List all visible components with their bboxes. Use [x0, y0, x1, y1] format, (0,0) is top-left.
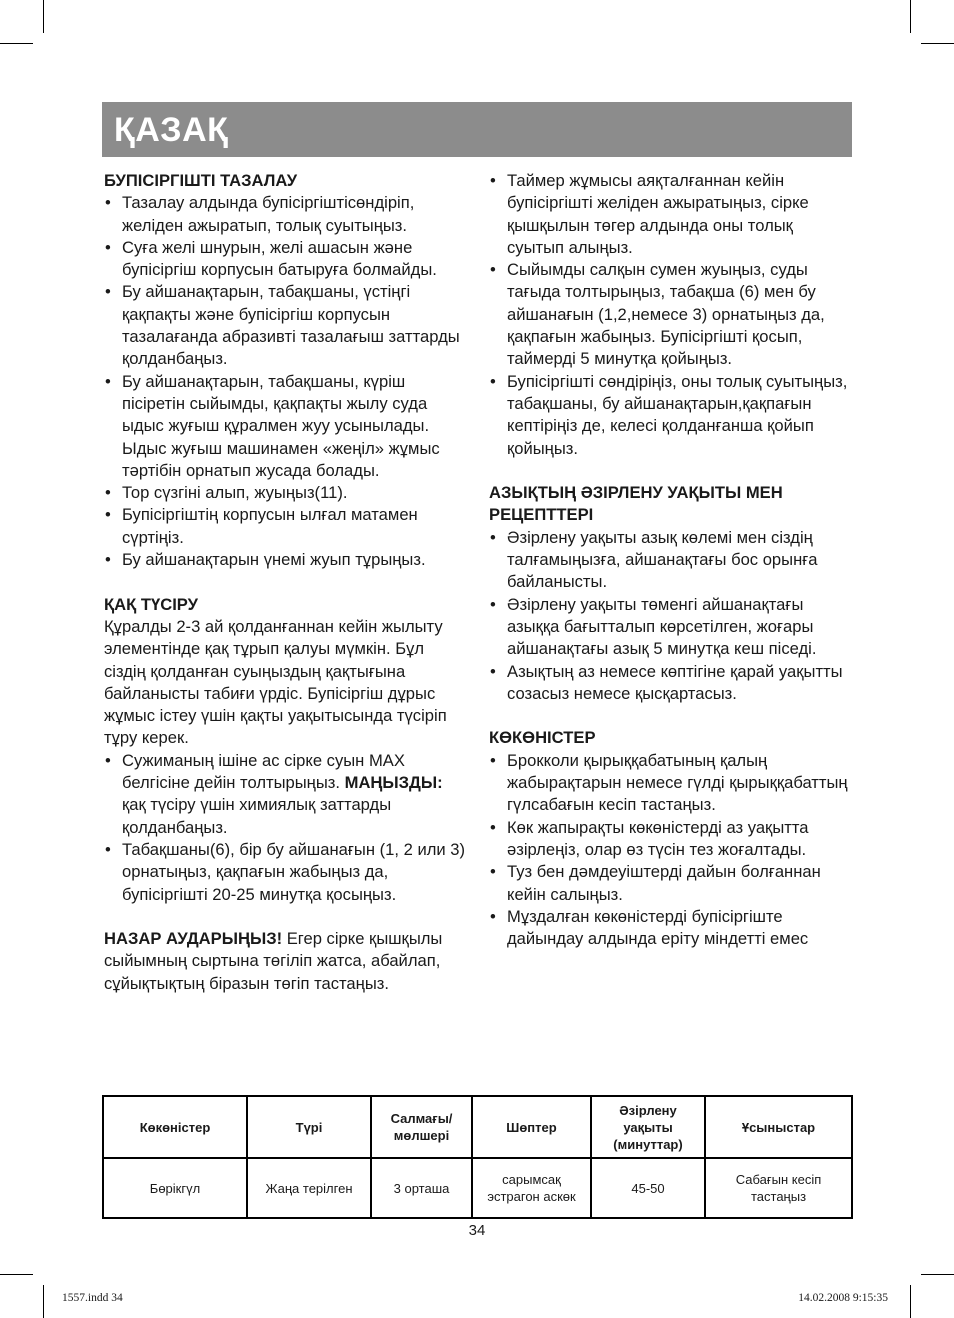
table-cell: Жаңа терілген [247, 1158, 371, 1218]
right-column [489, 170, 849, 950]
list-item: • Суға желі шнурын, желі ашасын және бупісіргіш корпусын батыруға болмайды. [104, 237, 466, 282]
column-header: Ұсыныстар [705, 1096, 852, 1158]
attention-label: НАЗАР АУДАРЫҢЫЗ! [104, 929, 283, 949]
column-header: Түрі [247, 1096, 371, 1158]
list-item: • Сыйымды салқын сумен жуыңыз, суды тағыда толтырыңыз, табақша (6) мен бу айшанағын (1,2,немесе 3) орнатыңыз да, қақпағын жабыңыз. Бупісіргішті қосып, таймерді 5 минутқа қойыңыз. [489, 259, 849, 370]
crop-mark [0, 1274, 33, 1275]
list-item: • Таймер жұмысы аяқталғаннан кейін бупісіргішті желіден ажыратыңыз, сірке қышқылын төгер алдында оны толық суытып алыңыз. [489, 170, 849, 259]
cleaning-list [104, 192, 466, 571]
list-item [104, 750, 466, 839]
descaling-heading: ҚАҚ ТҮСІРУ [104, 594, 198, 614]
page-number: 34 [468, 1222, 486, 1239]
attention-paragraph [104, 928, 466, 995]
list-item: • Бупісіргіштің корпусын ылғал матамен сүртіңіз. [104, 504, 466, 549]
left-column [104, 170, 466, 995]
crop-mark [43, 0, 44, 33]
list-item: • Брокколи қырыққабатының қалың жабырақтарын немесе гүлді қырыққабаттың гүлсабағын кесіп тастаңыз. [489, 750, 849, 817]
important-label: МАҢЫЗДЫ: [344, 773, 443, 793]
descale-step-text: Сужиманың ішіне ас сірке суын MAX белгісіне дейін толтырыңыз. [122, 750, 405, 793]
list-item: • Тор сүзгіні алып, жуыңыз(11). [104, 482, 466, 504]
list-item: • Көк жапырақты көкөністерді аз уақытта әзірлеңіз, олар өз түсін тез жоғалтады. [489, 817, 849, 862]
list-item: • Әзірлену уақыты төменгі айшанақтағы азыққа бағытталып көрсетілген, жоғары айшанақтағы азық 5 минутқа кеш піседі. [489, 594, 849, 661]
column-header: Шөптер [472, 1096, 591, 1158]
list-item: • Табақшаны(6), бір бу айшанағын (1, 2 или 3) орнатыңыз, қақпағын жабыңыз да, бупісіргішті 20-25 минутқа қосыңыз. [104, 839, 466, 906]
crop-mark [910, 1285, 911, 1318]
footer-timestamp: 14.02.2008 9:15:35 [798, 1292, 888, 1304]
crop-mark [921, 43, 954, 44]
table-cell: Сабағын кесіп тастаңыз [705, 1158, 852, 1218]
table-cell: Бөрікгүл [103, 1158, 247, 1218]
descaling-list [104, 750, 466, 906]
column-header: Әзірлену уақыты (минуттар) [591, 1096, 705, 1158]
important-text: қақ түсіру үшін химиялық заттарды қолданбаңыз. [122, 795, 392, 837]
table-cell: сарымсақ эстрагон аскөк [472, 1158, 591, 1218]
table-cell: 45-50 [591, 1158, 705, 1218]
footer-file-info: 1557.indd 34 [62, 1292, 123, 1304]
cooking-time-list [489, 527, 849, 705]
table-header-row [103, 1096, 852, 1158]
list-item: • Туз бен дәмдеуіштерді дайын болғаннан кейін салыңыз. [489, 861, 849, 906]
list-item: • Азықтың аз немесе көптігіне қарай уақытты созасыз немесе қысқартасыз. [489, 661, 849, 706]
list-item: • Бу айшанақтарын, табақшаны, күріш пісіретін сыйымды, қақпақты жылу суда ыдыс жуғыш құралмен жуу усынылады. Ыдыс жуғыш машинамен «жеңіл» жұмыс тәртібін орнатып жусада болады. [104, 371, 466, 482]
list-item: • Мұздалған көкөністерді бупісіргіште дайындау алдында еріту міндетті емес [489, 906, 849, 951]
vegetables-heading: КӨКӨНІСТЕР [489, 728, 596, 748]
list-item: • Әзірлену уақыты азық көлемі мен сіздің талғамыңызға, айшанақтағы бос орынға байланысты. [489, 527, 849, 594]
cooking-time-heading: АЗЫҚТЫҢ ӘЗІРЛЕНУ УАҚЫТЫ МЕН РЕЦЕПТТЕРІ [489, 483, 783, 525]
crop-mark [921, 1274, 954, 1275]
descaling-paragraph: Құралды 2-3 ай қолданғаннан кейін жылыту элементінде қақ тұрып қалуы мүмкін. Бұл сіздің қолданған суыңыздың қақтығына байланысты табиғи үрдіс. Бупісіргіш дұрыс жұмыс істеу үшін қақты уақытысында түсіріп тұру керек. [104, 616, 447, 748]
crop-mark [43, 1285, 44, 1318]
cleaning-heading: БУПІСІРГІШТІ ТАЗАЛАУ [104, 171, 298, 190]
list-item: • Бу айшанақтарын үнемі жуып тұрыңыз. [104, 549, 466, 571]
language-header-bar [102, 102, 852, 157]
list-item: • Тазалау алдында бупісіргіштісөндіріп, желіден ажыратып, толық суытыңыз. [104, 192, 466, 237]
column-header: Салмағы/ мөлшері [371, 1096, 472, 1158]
crop-mark [0, 43, 33, 44]
language-title: ҚАЗАҚ [114, 111, 229, 149]
column-header: Көкөністер [103, 1096, 247, 1158]
table-cell: 3 орташа [371, 1158, 472, 1218]
attention-text: Егер сірке қышқылы сыйымның сыртына төгіліп жатса, абайлап, сұйықтықтың біразын төгіп тастаңыз. [104, 929, 443, 993]
descaling-continued-list [489, 170, 849, 460]
vegetables-list [489, 750, 849, 951]
vegetables-table [102, 1095, 853, 1219]
table-row [103, 1158, 852, 1218]
list-item: • Бупісіргішті сөндіріңіз, оны толық суытыңыз, табақшаны, бу айшанақтарын,қақпағын кептіріңіз де, келесі қолданғанша қойып қойыңыз. [489, 371, 849, 460]
crop-mark [910, 0, 911, 33]
list-item: • Бу айшанақтарын, табақшаны, үстіңгі қақпақты және бупісіргіш корпусын тазалағанда абразивті тазалағыш заттарды қолданбаңыз. [104, 281, 466, 370]
